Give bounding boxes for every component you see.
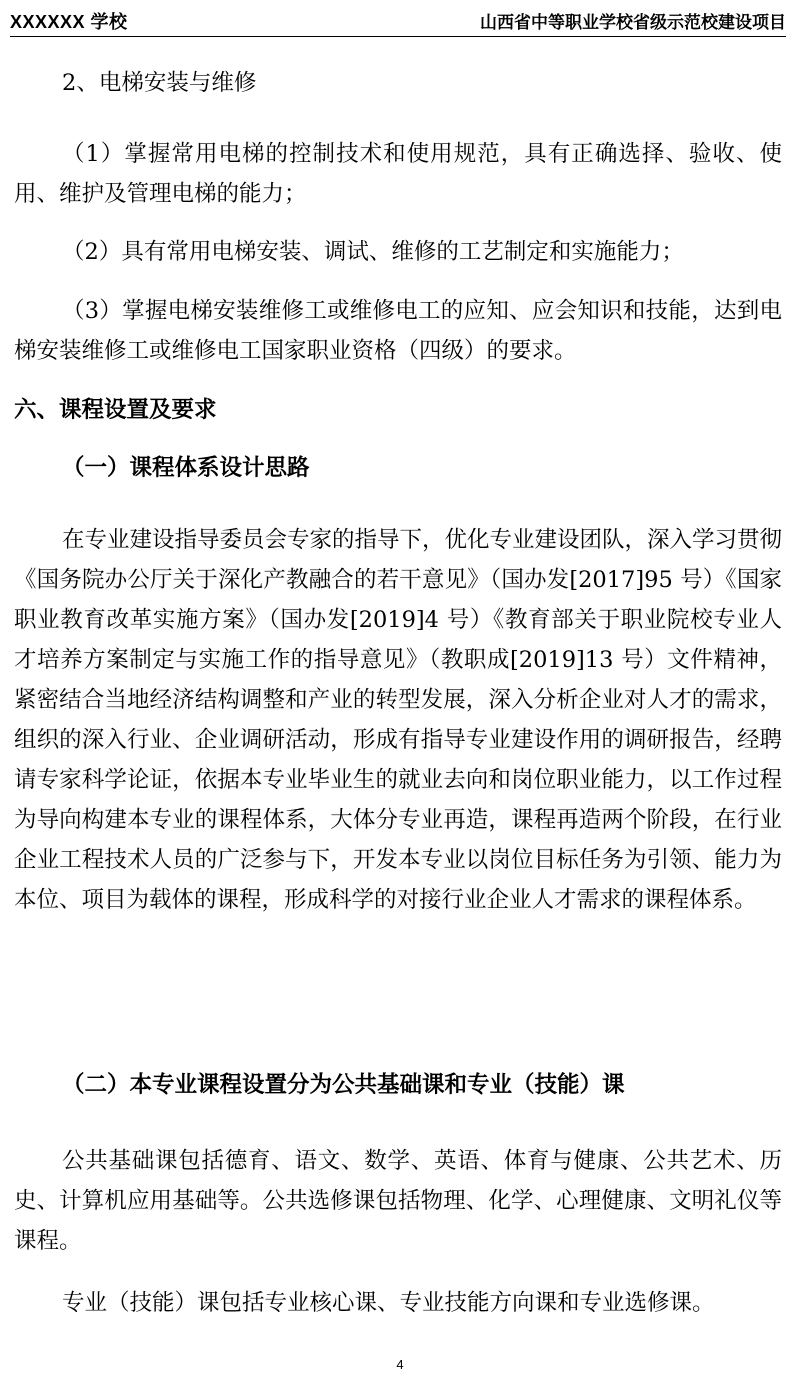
item2-title-text: 2、电梯安装与维修	[62, 70, 257, 96]
item2-paragraph-3-text: （3）掌握电梯安装维修工或维修电工的应知、应会知识和技能，达到电梯安装维修工或维修电工国家职业资格（四级）的要求。	[14, 298, 782, 364]
item2-paragraph-1-text: （1）掌握常用电梯的控制技术和使用规范，具有正确选择、验收、使用、维护及管理电梯的能力；	[14, 141, 782, 207]
subsection-2-paragraph-1	[14, 1141, 782, 1261]
subsection-1-heading	[14, 448, 782, 488]
item2-paragraph-3	[14, 291, 782, 371]
subsection-1-body-text: 在专业建设指导委员会专家的指导下，优化专业建设团队，深入学习贯彻《国务院办公厅关于深化产教融合的若干意见》（国办发[2017]95 号）《国家职业教育改革实施方案》（国办发[2019]4 号）《教育部关于职业院校专业人才培养方案制定与实施工作的指导意见》（教职成[2019]13 号）文件精神，紧密结合当地经济结构调整和产业的转型发展，深入分析企业对人才的需求，组织的深入行业、企业调研活动，形成有指导专业建设作用的调研报告，经聘请专家科学论证，依据本专业毕业生的就业去向和岗位职业能力，以工作过程为导向构建本专业的课程体系，大体分专业再造，课程再造两个阶段，在行业企业工程技术人员的广泛参与下，开发本专业以岗位目标任务为引领、能力为本位、项目为载体的课程，形成科学的对接行业企业人才需求的课程体系。	[14, 527, 783, 913]
subsection-2-heading	[14, 1065, 782, 1105]
subsection-1-body	[14, 520, 782, 920]
section-6-heading-text: 六、课程设置及要求	[14, 397, 217, 423]
subsection-2-heading-text: （二）本专业课程设置分为公共基础课和专业（技能）课	[62, 1072, 625, 1098]
page-header	[10, 4, 786, 34]
header-school-name: XXXXXX 学校	[10, 12, 128, 32]
item2-title	[14, 63, 782, 103]
subsection-2-paragraph-2	[14, 1283, 782, 1323]
subsection-2-paragraph-1-text: 公共基础课包括德育、语文、数学、英语、体育与健康、公共艺术、历史、计算机应用基础等。公共选修课包括物理、化学、心理健康、文明礼仪等课程。	[14, 1148, 782, 1254]
page-number: 4	[396, 1357, 404, 1372]
header-project-title: 山西省中等职业学校省级示范校建设项目	[480, 13, 786, 33]
subsection-1-heading-text: （一）课程体系设计思路	[62, 455, 310, 481]
section-6-heading	[14, 390, 782, 430]
header-divider	[10, 36, 786, 37]
subsection-2-paragraph-2-text: 专业（技能）课包括专业核心课、专业技能方向课和专业选修课。	[62, 1290, 715, 1316]
item2-paragraph-2-text: （2）具有常用电梯安装、调试、维修的工艺制定和实施能力；	[62, 239, 684, 265]
item2-paragraph-1	[14, 134, 782, 214]
item2-paragraph-2	[14, 232, 782, 272]
